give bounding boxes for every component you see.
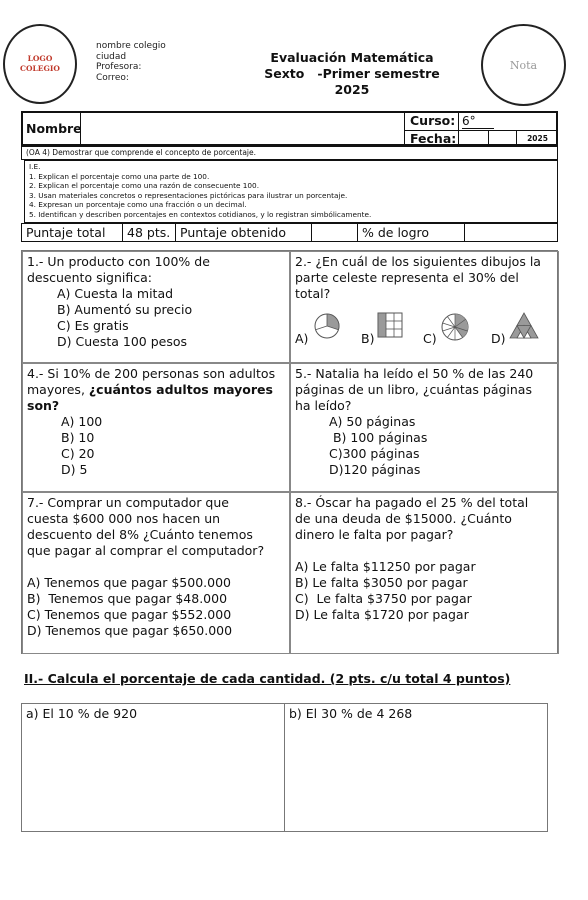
circle-sectors-shape-icon: [313, 312, 341, 340]
question-8-text: de una deuda de $15000. ¿Cuánto: [295, 511, 512, 526]
question-8-option-c[interactable]: C) Le falta $3750 por pagar: [295, 591, 472, 606]
date-label: Fecha:: [404, 130, 459, 146]
name-label: Nombre: [23, 113, 81, 144]
date-year: 2025: [517, 130, 558, 146]
question-4-text: 4.- Si 10% de 200 personas son adultos: [27, 366, 276, 381]
indicator-item: 2. Explican el porcentaje como una razón de consecuente 100.: [29, 181, 260, 190]
total-score-label: Puntaje total: [22, 224, 123, 241]
calc-box-a[interactable]: [21, 703, 285, 832]
question-4-option-c[interactable]: C) 20: [61, 446, 95, 461]
school-info: [96, 41, 166, 83]
school-name: nombre colegio: [96, 41, 166, 51]
indicator-item: 5. Identifican y describen porcentajes en contextos cotidianos, y lo registran simbólicamente.: [29, 209, 372, 219]
question-2-option-b[interactable]: B): [361, 331, 375, 346]
question-1: [22, 251, 290, 363]
logo-line-1: LOGO: [27, 54, 53, 63]
question-5-text: 5.- Natalia ha leído el 50 % de las 240: [295, 366, 534, 381]
questions-grid: [21, 250, 558, 654]
question-1-option-d[interactable]: D) Cuesta 100 pesos: [57, 334, 187, 349]
school-logo: [3, 24, 77, 104]
school-city: ciudad: [96, 51, 127, 62]
question-4: [22, 363, 290, 492]
question-7-text: cuesta $600 000 nos hacen un: [27, 511, 221, 526]
teacher-label: Profesora:: [96, 62, 142, 72]
logo-line-2: COLEGIO: [20, 64, 60, 73]
learning-objective: (OA 4) Demostrar que comprende el concepto de porcentaje.: [21, 146, 558, 160]
question-8-option-a[interactable]: A) Le falta $11250 por pagar: [295, 559, 476, 574]
date-day-field[interactable]: [459, 130, 489, 146]
achievement-label: % de logro: [358, 224, 465, 241]
triangle-pieces-shape-icon: [509, 312, 539, 340]
question-4-option-a[interactable]: A) 100: [61, 414, 103, 429]
indicator-item: 3. Usan materiales concretos o representaciones pictóricas para ilustrar un porcentaje.: [29, 190, 348, 200]
question-5-option-b[interactable]: B) 100 páginas: [329, 430, 428, 445]
question-2-option-d[interactable]: D): [491, 331, 506, 346]
question-2-option-a[interactable]: A): [295, 331, 309, 346]
question-7-option-d[interactable]: D) Tenemos que pagar $650.000: [27, 623, 233, 638]
question-1-option-c[interactable]: C) Es gratis: [57, 318, 129, 333]
question-1-text: descuento significa:: [27, 270, 152, 285]
email-label: Correo:: [96, 72, 129, 83]
question-2: [290, 251, 559, 363]
question-7-text: 7.- Comprar un computador que: [27, 495, 229, 510]
calc-item-b: b) El 30 % de 4 268: [289, 706, 413, 721]
question-4-question: ¿cuántos adultos mayores: [88, 382, 273, 397]
question-1-option-a[interactable]: A) Cuesta la mitad: [57, 286, 174, 301]
question-5-option-a[interactable]: A) 50 páginas: [329, 414, 416, 429]
student-info-grid: [21, 111, 558, 146]
question-7-text: descuento del 8% ¿Cuánto tenemos: [27, 527, 253, 542]
total-score-value: 48 pts.: [123, 224, 176, 241]
title-line-2: Sexto -Primer semestre: [264, 66, 440, 81]
obtained-score-label: Puntaje obtenido: [176, 224, 312, 241]
calc-item-a: a) El 10 % de 920: [26, 706, 138, 721]
achievement-field[interactable]: [465, 224, 557, 241]
grid-squares-shape-icon: [377, 312, 403, 338]
title-line-1: Evaluación Matemática: [270, 50, 434, 65]
indicators-box: [24, 160, 558, 223]
course-label: Curso:: [404, 113, 459, 130]
question-4-text: mayores,: [27, 382, 89, 397]
pie-tenths-shape-icon: [440, 312, 470, 342]
question-5-option-c[interactable]: C)300 páginas: [329, 446, 420, 461]
question-2-text: 2.- ¿En cuál de los siguientes dibujos la: [295, 254, 541, 269]
question-8: [290, 492, 559, 654]
question-7-text: que pagar al comprar el computador?: [27, 543, 265, 558]
question-4-option-d[interactable]: D) 5: [61, 462, 88, 477]
course-field[interactable]: [459, 113, 558, 130]
indicator-item: 1. Explican el porcentaje como una parte de 100.: [29, 171, 210, 181]
section-ii-title: II.- Calcula el porcentaje de cada cantidad. (2 pts. c/u total 4 puntos): [24, 671, 511, 686]
question-5: [290, 363, 559, 492]
question-2-shapes: [295, 312, 555, 352]
question-8-option-d[interactable]: D) Le falta $1720 por pagar: [295, 607, 469, 622]
question-7: [22, 492, 290, 654]
calc-box-b[interactable]: [284, 703, 548, 832]
question-4-option-b[interactable]: B) 10: [61, 430, 95, 445]
question-1-option-b[interactable]: B) Aumentó su precio: [57, 302, 193, 317]
question-8-option-b[interactable]: B) Le falta $3050 por pagar: [295, 575, 468, 590]
obtained-score-field[interactable]: [312, 224, 358, 241]
title-line-3: 2025: [334, 82, 370, 97]
date-month-field[interactable]: [489, 130, 517, 146]
question-8-text: dinero le falta por pagar?: [295, 527, 454, 542]
question-2-option-c[interactable]: C): [423, 331, 437, 346]
score-bar: [21, 223, 558, 242]
question-5-option-d[interactable]: D)120 páginas: [329, 462, 421, 477]
question-7-option-c[interactable]: C) Tenemos que pagar $552.000: [27, 607, 232, 622]
question-4-question: son?: [27, 398, 60, 413]
question-5-text: páginas de un libro, ¿cuántas páginas: [295, 382, 532, 397]
name-field[interactable]: [81, 113, 404, 144]
question-2-text: parte celeste representa el 30% del: [295, 270, 519, 285]
indicators-title: I.E.: [29, 162, 41, 171]
question-7-option-b[interactable]: B) Tenemos que pagar $48.000: [27, 591, 228, 606]
question-5-text: ha leído?: [295, 398, 352, 413]
question-2-text: total?: [295, 286, 331, 301]
course-value: 6°: [462, 114, 494, 129]
question-1-text: 1.- Un producto con 100% de: [27, 254, 210, 269]
grade-label: Nota: [509, 58, 538, 72]
indicator-item: 4. Expresan un porcentaje como una fracción o un decimal.: [29, 200, 247, 209]
question-7-option-a[interactable]: A) Tenemos que pagar $500.000: [27, 575, 231, 590]
page-title: [262, 50, 442, 98]
grade-circle[interactable]: [481, 24, 566, 106]
question-8-text: 8.- Óscar ha pagado el 25 % del total: [295, 495, 529, 510]
